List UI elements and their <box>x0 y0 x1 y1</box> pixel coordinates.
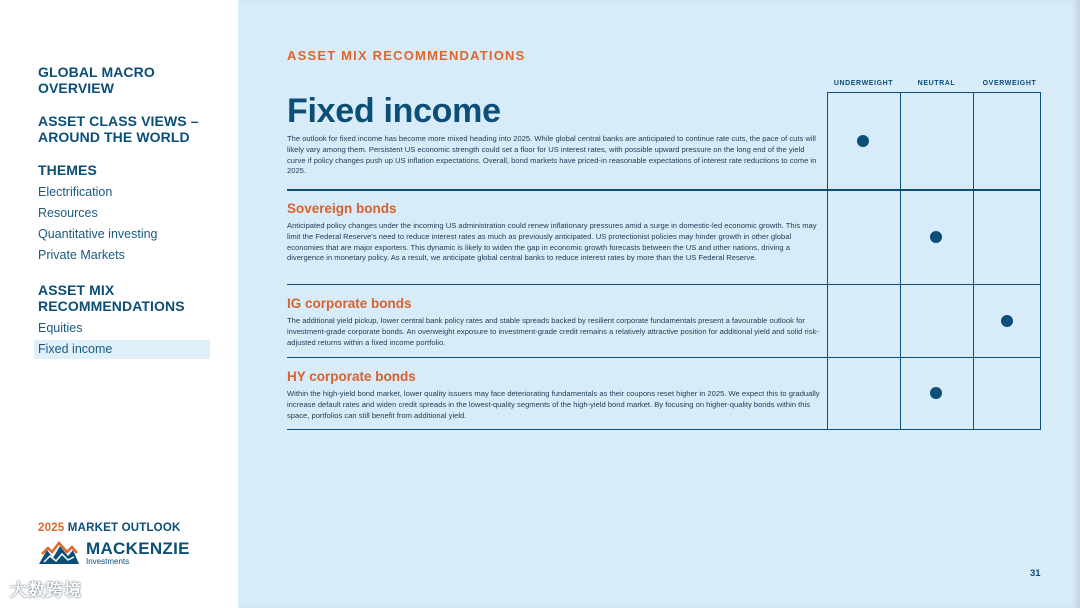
grid-line-col-1 <box>827 92 828 430</box>
section-label: ASSET MIX RECOMMENDATIONS <box>287 48 526 63</box>
row-ig-corporate-bonds <box>287 296 822 348</box>
hy-corporate-bonds-text: Within the high-yield bond market, lower quality issuers may face deteriorating fundamentals as their coupons reset higher in 2025. We expect this to gradually increase default rates and widen credit spreads in the lowest-quality segments of the high-yield bond market. By focusing on higher-quality bonds within this space, portfolios can still benefit from additional yield. <box>287 389 820 420</box>
grid-line-row-2 <box>287 284 1041 285</box>
grid-line-top <box>827 92 1041 93</box>
mackenzie-logo <box>38 540 190 566</box>
mackenzie-mountain-icon <box>38 540 80 566</box>
sovereign-bonds-text: Anticipated policy changes under the incoming US administration could renew inflationary pressures amid a surge in domestic-led economic growth. This may limit the Federal Reserve's need to reduce interest rates as much as previously anticipated. US protectionist policies may hinder growth in other global economies that are major exporters. This dynamic is likely to widen the gap in economic growth forecasts between the US and other nations, driving a divergence in monetary policy. As a result, we anticipate global central banks to reduce interest rates by more than the US Federal Reserve. <box>287 221 817 263</box>
nav-heading-global-macro[interactable]: GLOBAL MACRO OVERVIEW <box>38 64 155 96</box>
nav-heading-themes[interactable]: THEMES <box>38 162 97 178</box>
ig-corporate-bonds-text: The additional yield pickup, lower central bank policy rates and stable spreads backed by resilient corporate fundamentals present a favourable outlook for investment-grade corporate bonds. An overweight exposure to investment-grade credit remains a relatively attractive position for additional yield and solid risk-adjusted returns within a fixed income portfolio. <box>287 316 819 347</box>
grid-line-bottom <box>287 429 1041 430</box>
rating-dot-fixed-income-underweight <box>857 135 869 147</box>
nav-item-quantitative-investing[interactable]: Quantitative investing <box>38 227 158 241</box>
watermark-text: 大数跨境 <box>10 581 82 600</box>
grid-line-col-4 <box>1040 92 1041 430</box>
nav-item-private-markets[interactable]: Private Markets <box>38 248 125 262</box>
nav-group-themes <box>38 162 208 265</box>
rating-dot-sovereign-neutral <box>930 231 942 243</box>
column-header-underweight: UNDERWEIGHT <box>833 80 894 87</box>
nav-group-asset-mix <box>38 282 208 359</box>
outlook-year: 2025 <box>38 522 65 534</box>
column-header-overweight: OVERWEIGHT <box>982 80 1037 87</box>
nav-heading-asset-class-views[interactable]: ASSET CLASS VIEWS – AROUND THE WORLD <box>38 113 199 145</box>
nav-heading-asset-mix[interactable]: ASSET MIX RECOMMENDATIONS <box>38 282 185 314</box>
sidebar <box>0 0 238 608</box>
fixed-income-text: The outlook for fixed income has become more mixed heading into 2025. While global central banks are anticipated to continue rate cuts, the pace of cuts will likely vary among them. Persistent US economic strength could set a floor for US interest rates, with possible upward pressure on the long end of the yield curve if policy changes push up US inflation expectations. Overall, bond markets have priced-in reasonable expectations of interest rate reductions to come in 2025. <box>287 134 817 176</box>
ig-corporate-bonds-title: IG corporate bonds <box>287 296 412 311</box>
hy-corporate-bonds-title: HY corporate bonds <box>287 369 416 384</box>
nav-item-electrification[interactable]: Electrification <box>38 185 113 199</box>
nav-item-equities[interactable]: Equities <box>38 321 83 335</box>
page-title: Fixed income <box>287 92 501 130</box>
row-hy-corporate-bonds <box>287 369 822 421</box>
page-number: 31 <box>1030 568 1041 579</box>
sovereign-bonds-title: Sovereign bonds <box>287 201 397 216</box>
nav-item-fixed-income[interactable]: Fixed income <box>34 340 210 359</box>
row-sovereign-bonds <box>287 201 822 264</box>
grid-line-col-2 <box>900 92 901 430</box>
rating-dot-ig-overweight <box>1001 315 1013 327</box>
nav-group-asset-class <box>38 113 208 145</box>
sidebar-nav <box>38 64 208 376</box>
grid-line-col-3 <box>973 92 974 430</box>
nav-group-macro <box>38 64 208 96</box>
rating-dot-hy-neutral <box>930 387 942 399</box>
watermark <box>10 576 82 601</box>
brand-block <box>38 522 190 566</box>
outlook-text: MARKET OUTLOOK <box>67 522 181 534</box>
main-panel <box>238 0 1080 608</box>
row-fixed-income <box>287 92 822 177</box>
brand-wordmark <box>86 538 190 566</box>
brand-name: MACKENZIE <box>86 538 190 558</box>
grid-line-row-1 <box>287 189 1041 191</box>
nav-item-resources[interactable]: Resources <box>38 206 98 220</box>
market-outlook-label <box>38 522 190 534</box>
column-header-neutral: NEUTRAL <box>917 80 956 87</box>
brand-subname: Investments <box>86 556 130 566</box>
grid-line-row-3 <box>287 357 1041 358</box>
